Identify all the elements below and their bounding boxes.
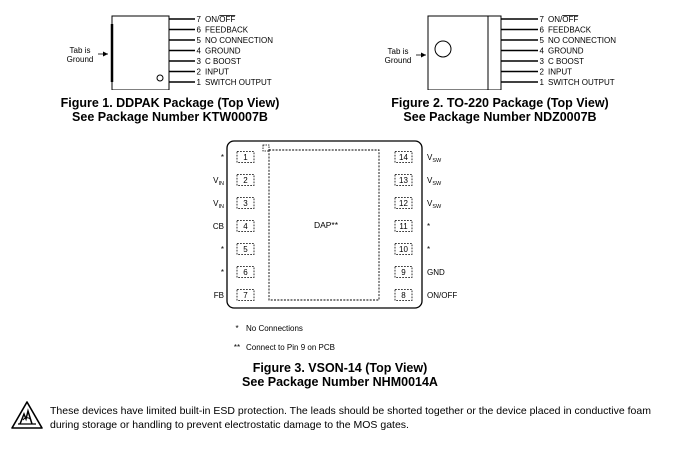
esd-warning-icon — [10, 400, 44, 430]
pin-number: 4 — [196, 46, 201, 56]
ddpak-body — [112, 16, 169, 90]
pin-label: * — [427, 222, 431, 231]
pin-name: ON/OFF — [205, 15, 236, 24]
pin-label: $V_{SW}$ — [427, 153, 442, 164]
pin-number: 1 — [243, 153, 248, 162]
pin-label: ON/OFF — [427, 291, 458, 300]
package-pin-7 — [501, 15, 578, 24]
pin-number: 4 — [539, 46, 544, 56]
pin-number: 8 — [401, 291, 406, 300]
pin-number: 6 — [196, 25, 201, 35]
tab-label-line: Ground — [384, 56, 412, 65]
package-pin-2 — [501, 68, 572, 77]
pin-label: $V_{IN}$ — [213, 199, 224, 210]
figure2-caption — [350, 96, 650, 124]
pin-label: CB — [212, 222, 224, 231]
figure1-subtitle: See Package Number KTW0007B — [72, 110, 268, 124]
figure1-title: Figure 1. DDPAK Package (Top View) — [60, 96, 280, 110]
esd-note-line: during storage or handling to prevent electrostatic damage to the MOS gates. — [50, 419, 409, 431]
pin-number: 1 — [539, 78, 544, 87]
pin-label: FB — [213, 291, 224, 300]
pin-number: 3 — [196, 57, 201, 66]
pin-name: FEEDBACK — [548, 25, 592, 35]
pin-number: 2 — [243, 176, 248, 185]
pin-number: 11 — [399, 222, 408, 231]
pin-name: GROUND — [205, 46, 241, 56]
pin-number: 5 — [196, 36, 201, 45]
pin-number: 2 — [539, 67, 544, 77]
legend-row — [228, 343, 335, 352]
esd-note-line: These devices have limited built-in ESD protection. The leads should be shorted together or the device placed in conductive foam — [50, 405, 651, 417]
pin-name: NO CONNECTION — [205, 36, 273, 45]
pin-name: INPUT — [205, 67, 229, 77]
figure3-title: Figure 3. VSON-14 (Top View) — [252, 361, 428, 375]
figure1-caption — [20, 96, 320, 124]
pin-label: $V_{SW}$ — [427, 199, 442, 210]
pin-name: FEEDBACK — [205, 25, 249, 35]
esd-note — [50, 404, 675, 432]
ddpak-package-diagram — [60, 8, 305, 90]
pin-number: 13 — [399, 176, 408, 185]
pin-number: 1 — [196, 78, 201, 87]
pin-number: 6 — [539, 25, 544, 35]
package-pin-4 — [169, 47, 241, 56]
figure2-title: Figure 2. TO-220 Package (Top View) — [391, 96, 609, 110]
pin-name: SWITCH OUTPUT — [548, 78, 615, 87]
pin-number: 3 — [539, 57, 544, 66]
legend-marker: * — [235, 324, 239, 333]
pin-name: SWITCH OUTPUT — [205, 78, 272, 87]
legend-row — [228, 324, 303, 333]
package-pin-3 — [169, 57, 241, 66]
pin-number: 5 — [539, 36, 544, 45]
pin-number: 12 — [399, 199, 408, 208]
to220-package-diagram — [380, 8, 645, 90]
legend-text: Connect to Pin 9 on PCB — [246, 343, 335, 352]
tab-label-line: Ground — [66, 55, 94, 64]
package-pin-2 — [169, 68, 229, 77]
package-pin-4 — [501, 47, 584, 56]
vson-pin-8 — [395, 290, 457, 301]
legend-text: No Connections — [246, 324, 303, 333]
pin-label: * — [220, 268, 224, 277]
pin-name: ON/OFF — [548, 15, 579, 24]
legend-marker: ** — [233, 343, 241, 352]
pin-number: 10 — [399, 245, 408, 254]
pin-label: $V_{IN}$ — [213, 176, 224, 187]
tab-label-line: Tab is — [69, 46, 91, 55]
pin-number: 3 — [243, 199, 248, 208]
pin-name: C BOOST — [205, 57, 242, 66]
package-pin-1 — [169, 78, 272, 87]
pin-label: GND — [427, 268, 445, 277]
dap-label: DAP** — [313, 220, 339, 230]
pin-number: 7 — [196, 15, 201, 24]
pin-label: * — [220, 245, 224, 254]
package-pin-5 — [169, 36, 273, 45]
pin-number: 5 — [243, 245, 248, 254]
package-pin-3 — [501, 57, 584, 66]
package-pin-6 — [169, 26, 249, 35]
figure3-subtitle: See Package Number NHM0014A — [242, 375, 438, 389]
pin-name: NO CONNECTION — [548, 36, 616, 45]
pin-name: GROUND — [548, 46, 584, 56]
pin-number: 7 — [243, 291, 248, 300]
mounting-hole-icon — [435, 41, 451, 57]
package-pin-6 — [501, 26, 592, 35]
package-pin-5 — [501, 36, 616, 45]
pin-label: * — [427, 245, 431, 254]
pin-number: 9 — [401, 268, 406, 277]
figure2-subtitle: See Package Number NDZ0007B — [403, 110, 597, 124]
pin-number: 4 — [243, 222, 248, 231]
pin-label: * — [220, 153, 224, 162]
pin-number: 2 — [196, 67, 201, 77]
vson14-package-diagram — [200, 140, 470, 310]
tab-label-line: Tab is — [387, 47, 409, 56]
pin-label: $V_{SW}$ — [427, 176, 442, 187]
pin-name: INPUT — [548, 67, 572, 77]
pin-number: 6 — [243, 268, 248, 277]
pin-name: C BOOST — [548, 57, 585, 66]
figure3-caption — [190, 361, 490, 389]
package-pin-1 — [501, 78, 615, 87]
pin-number: 7 — [539, 15, 544, 24]
pin-number: 14 — [399, 153, 408, 162]
package-pin-7 — [169, 15, 235, 24]
